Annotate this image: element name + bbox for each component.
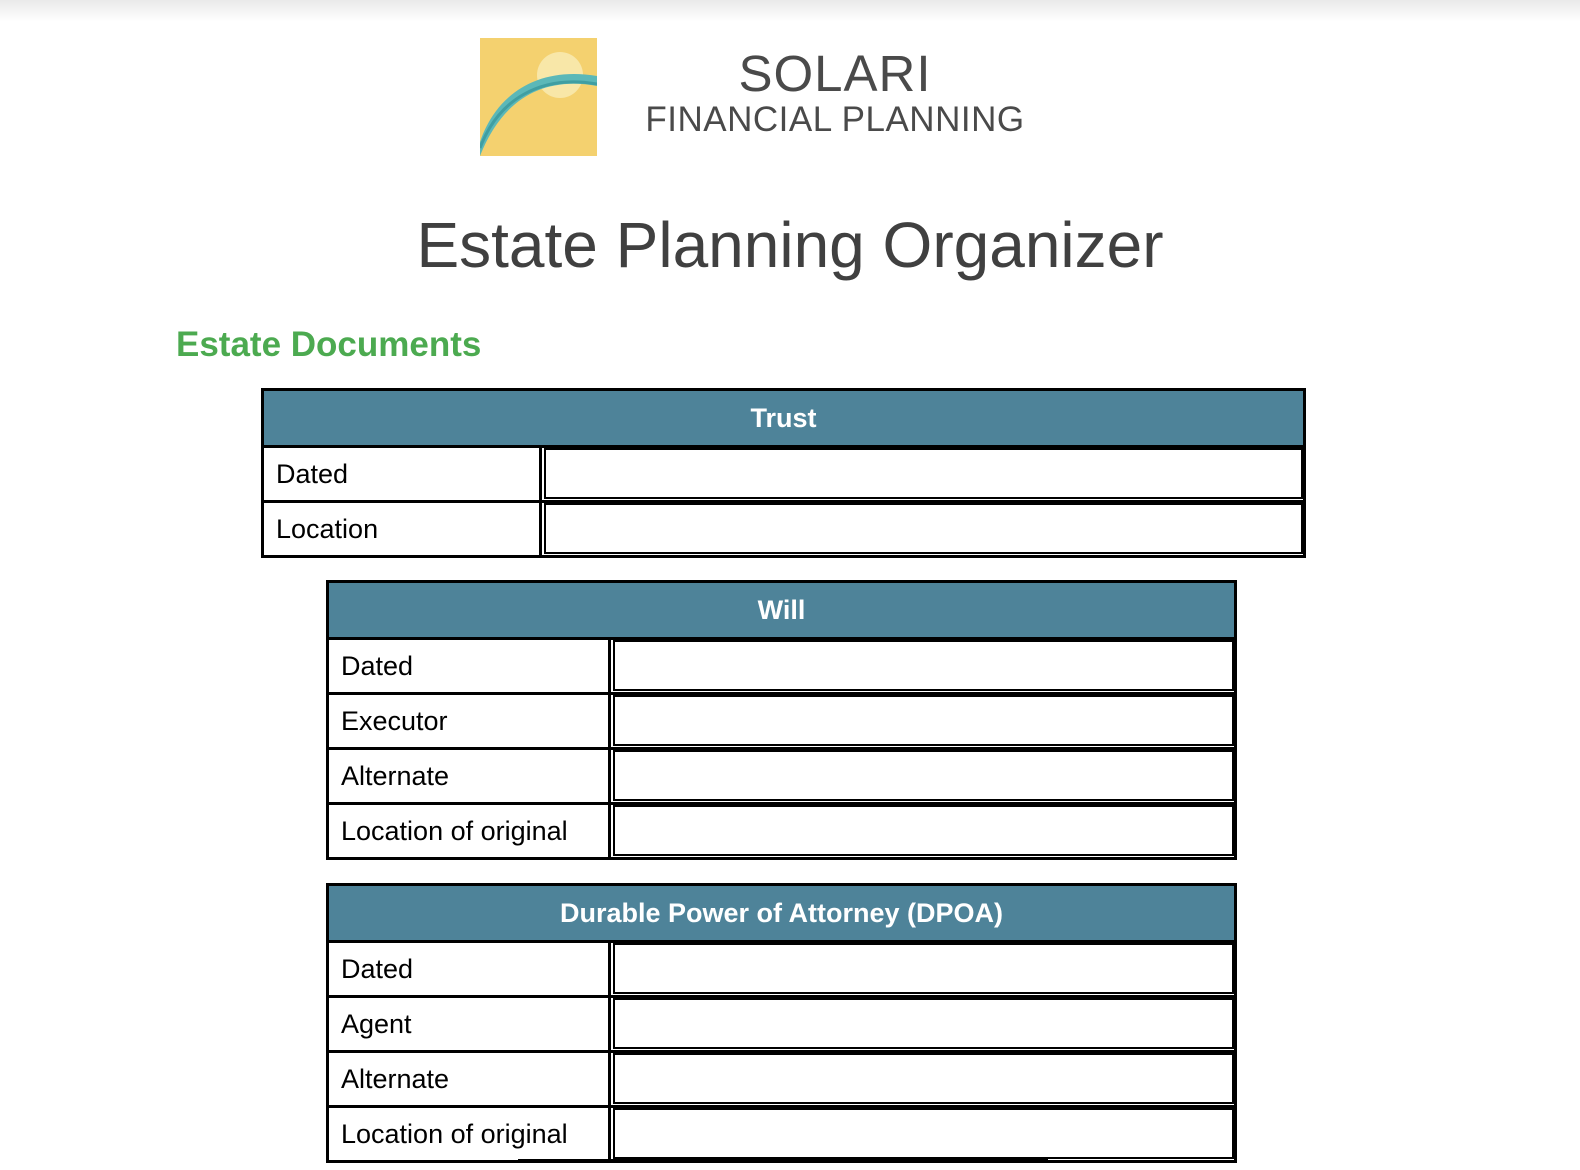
dpoa-agent-field[interactable] xyxy=(613,998,1234,1049)
table-row xyxy=(329,998,1234,1053)
trust-location-field[interactable] xyxy=(544,503,1303,554)
table-row xyxy=(264,448,1303,503)
table-row xyxy=(329,805,1234,857)
dpoa-table-header: Durable Power of Attorney (DPOA) xyxy=(329,886,1234,943)
will-location-field[interactable] xyxy=(613,805,1234,856)
will-table xyxy=(326,580,1237,860)
dpoa-table xyxy=(326,883,1237,1163)
dpoa-alternate-label: Alternate xyxy=(329,1053,611,1105)
brand-subtitle: FINANCIAL PLANNING xyxy=(645,100,1025,139)
will-location-label: Location of original xyxy=(329,805,611,857)
will-alternate-label: Alternate xyxy=(329,750,611,802)
trust-dated-field[interactable] xyxy=(544,448,1303,499)
dpoa-dated-label: Dated xyxy=(329,943,611,995)
trust-table-header: Trust xyxy=(264,391,1303,448)
dpoa-location-field[interactable] xyxy=(613,1108,1234,1159)
trust-location-label: Location xyxy=(264,503,542,555)
table-row xyxy=(264,503,1303,555)
dpoa-agent-label: Agent xyxy=(329,998,611,1050)
table-row xyxy=(329,640,1234,695)
will-executor-field[interactable] xyxy=(613,695,1234,746)
sun-arc-logo-icon xyxy=(480,38,597,156)
table-row xyxy=(329,1053,1234,1108)
table-row xyxy=(329,695,1234,750)
will-alternate-field[interactable] xyxy=(613,750,1234,801)
top-shadow xyxy=(0,0,1580,22)
table-row xyxy=(329,750,1234,805)
dpoa-location-label: Location of original xyxy=(329,1108,611,1160)
will-dated-label: Dated xyxy=(329,640,611,692)
brand-name: SOLARI xyxy=(738,45,932,102)
will-table-header: Will xyxy=(329,583,1234,640)
section-heading: Estate Documents xyxy=(176,325,482,364)
trust-table xyxy=(261,388,1306,558)
table-row xyxy=(329,1108,1234,1160)
trust-dated-label: Dated xyxy=(264,448,542,500)
table-row xyxy=(329,943,1234,998)
will-executor-label: Executor xyxy=(329,695,611,747)
page-title: Estate Planning Organizer xyxy=(416,209,1164,281)
next-table-top-edge xyxy=(518,1159,1048,1163)
dpoa-dated-field[interactable] xyxy=(613,943,1234,994)
will-dated-field[interactable] xyxy=(613,640,1234,691)
dpoa-alternate-field[interactable] xyxy=(613,1053,1234,1104)
